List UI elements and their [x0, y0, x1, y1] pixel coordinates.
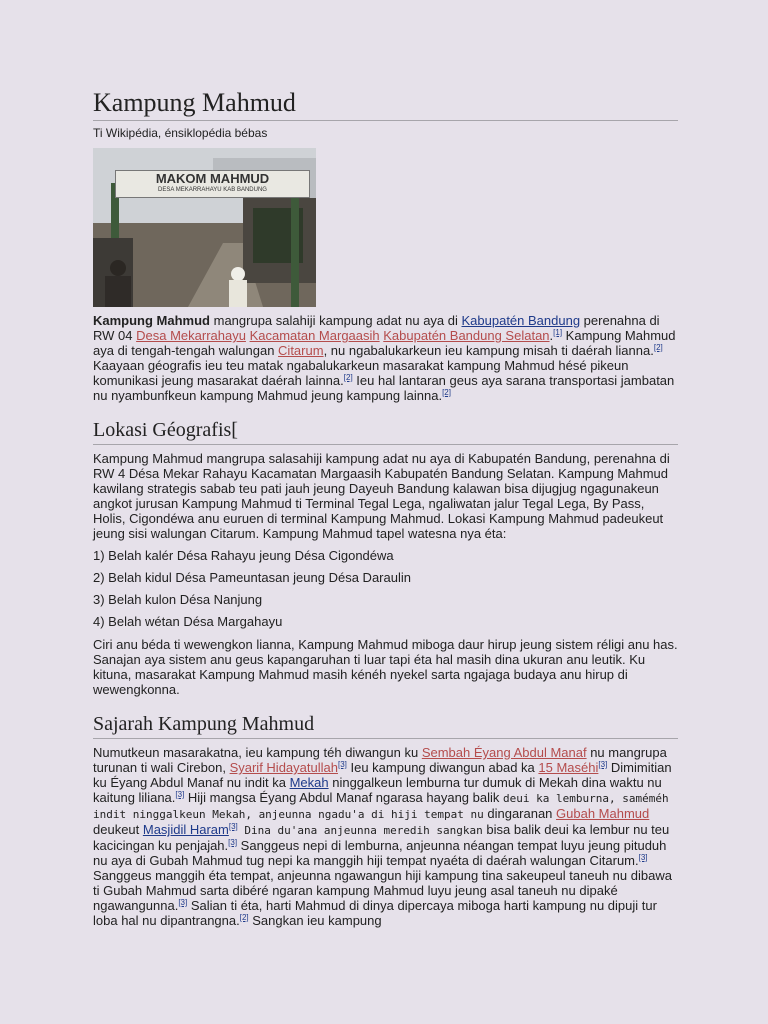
reference-link[interactable]: [3] — [638, 853, 648, 862]
history-text: ninggalkeun lemburna tur dumuk di Mekah dina waktu nu kaitung liliana. — [93, 775, 662, 805]
page-title: Kampung Mahmud — [93, 88, 678, 121]
reference-link[interactable]: [2] — [442, 388, 451, 397]
intro-text: Kaayaan géografis ieu teu matak ngabalukarkeun masarakat kampung Mahmud hésé pikeun komunikasi jeung masarakat daérah lainna. — [93, 358, 629, 388]
link-kacamatan-margaasih[interactable]: Kacamatan Margaasih — [249, 328, 380, 343]
list-item: 4) Belah wétan Désa Margahayu — [93, 614, 283, 629]
link-masjidil-haram[interactable]: Masjidil Haram — [142, 822, 229, 837]
section-lokasi-paragraph-1: Kampung Mahmud mangrupa salasahiji kampung adat nu aya di Kabupatén Bandung, perenahna di RW 4 Désa Mekar Rahayu Kacamatan Margaasih Kabupatén Bandung Selatan. Kampung Mahmud kawilang strategis sabab teu pati jauh jeung Dayeuh Bandung kalawan bisa dijugjug ngagunakeun angkot jurusan Kampung Mahmud ti Terminal Tegal Lega, ngaliwatan jalur Tegal Lega, By Pass, Holis, Cigondéwa anu euruen di terminal Kampung Mahmud. Lokasi Kampung Mahmud padeukeut jeung sisi walungan Citarum. Kampung Mahmud tapel watesna nya éta: — [93, 451, 670, 541]
reference-link[interactable]: [3] — [337, 760, 347, 769]
section-sajarah-paragraph — [93, 745, 678, 928]
intro-text: , nu ngabalukarkeun ieu kampung misah ti daérah lianna. — [323, 343, 654, 358]
history-text-mono: deui ka lemburna, saméméh indit ninggalkeun Mekah, anjeunna ngadu'a di hiji tempat nu — [93, 792, 669, 821]
history-text: Sanggeus manggih éta tempat, anjeunna ngawangun hiji kampung tina sakeupeul taneuh nu dibawa ti Gubah Mahmud sarta dibéré ngaran kampung Mahmud luyu jeung asal taneuh nu dipaké ngawangunna. — [93, 868, 672, 913]
article — [93, 88, 678, 928]
history-text: deukeut — [93, 822, 143, 837]
link-kabupaten-bandung[interactable]: Kabupatén Bandung — [461, 313, 581, 328]
section-heading-lokasi: Lokasi Géografis[ — [93, 419, 678, 445]
link-citarum[interactable]: Citarum — [278, 343, 324, 358]
list-item: 3) Belah kulon Désa Nanjung — [93, 592, 263, 607]
reference-link[interactable]: [2] — [653, 343, 663, 352]
history-text-mono: Dina du'ana anjeunna meredih sangkan — [237, 824, 483, 837]
intro-text: perenahna di RW 04 — [93, 313, 660, 343]
article-photo[interactable] — [93, 148, 316, 307]
link-sembah-eyang-abdul-manaf[interactable]: Sembah Éyang Abdul Manaf — [421, 745, 587, 760]
reference-link[interactable]: [2] — [343, 373, 353, 382]
history-text: Dimimitian ku Éyang Abdul Manaf nu indit ka — [93, 760, 672, 790]
history-text: nu mangrupa turunan ti wali Cirebon, — [93, 745, 667, 775]
reference-link[interactable]: [3] — [178, 898, 188, 907]
link-desa-mekarrahayu[interactable]: Desa Mekarrahayu — [136, 328, 246, 343]
history-text: Hiji mangsa Éyang Abdul Manaf ngarasa hayang balik — [184, 790, 503, 805]
intro-bold-term: Kampung Mahmud — [93, 313, 210, 328]
history-text: Numutkeun masarakatna, ieu kampung téh diwangun ku — [93, 745, 422, 760]
tagline: Ti Wikipédia, énsiklopédia bébas — [93, 126, 268, 140]
history-text: bisa balik deui ka lembur nu teu kacicingan ku penjajah. — [93, 822, 670, 853]
intro-text: mangrupa salahiji kampung adat nu aya di — [210, 313, 462, 328]
link-syarif-hidayatullah[interactable]: Syarif Hidayatullah — [229, 760, 338, 775]
sign-board — [115, 170, 310, 198]
reference-link[interactable]: [3] — [228, 838, 238, 847]
history-text: Sangkan ieu kampung — [248, 913, 382, 928]
reference-link[interactable]: [2] — [239, 913, 249, 922]
sign-line-1: MAKOM MAHMUD — [155, 171, 270, 186]
link-gubah-mahmud[interactable]: Gubah Mahmud — [556, 806, 650, 821]
history-text: Sanggeus nepi di lemburna, anjeunna néangan tempat luyu jeung pituduh nu aya di Gubah Mahmud tug nepi ka manggih hiji tempat nyaéta di daérah walungan Citarum. — [93, 838, 667, 868]
link-mekah[interactable]: Mekah — [289, 775, 329, 790]
reference-link[interactable]: [3] — [228, 822, 238, 831]
reference-link[interactable]: [3] — [598, 760, 608, 769]
intro-text: . — [549, 328, 554, 343]
section-heading-sajarah: Sajarah Kampung Mahmud — [93, 713, 678, 739]
list-item: 1) Belah kalér Désa Rahayu jeung Désa Cigondéwa — [93, 548, 394, 563]
history-text: Salian ti éta, harti Mahmud di dinya dipercaya miboga harti kampung nu dipuji tur loba hal nu dipantrangna. — [93, 898, 657, 928]
link-15-masehi[interactable]: 15 Maséhi — [538, 760, 599, 775]
sign-line-2: DESA MEKARRAHAYU KAB BANDUNG — [158, 187, 267, 193]
history-text: Ieu kampung diwangun abad ka — [346, 760, 539, 775]
intro-text: Kampung Mahmud aya di tengah-tengah walungan — [93, 328, 676, 358]
reference-link[interactable]: [1] — [553, 328, 563, 337]
link-kabupaten-bandung-selatan[interactable]: Kabupatén Bandung Selatan — [383, 328, 550, 343]
section-lokasi-paragraph-2: Ciri anu béda ti wewengkon lianna, Kampung Mahmud miboga daur hirup jeung sistem réligi anu has. Sanajan aya sistem anu geus kapangaruhan ti luar tapi éta hal masih dina ukuran anu leutik. Ku kituna, masarakat Kampung Mahmud masih kénéh nyekel sarta ngajaga budaya anu hirup di wewengkonna. — [93, 637, 678, 697]
intro-text: Ieu hal lantaran geus aya sarana transportasi jambatan nu nyambunfkeun kampung Mahmud jeung kampung lainna. — [93, 373, 675, 403]
history-text: dingaranan — [487, 806, 557, 821]
reference-link[interactable]: [3] — [175, 790, 185, 799]
list-item: 2) Belah kidul Désa Pameuntasan jeung Désa Daraulin — [93, 570, 411, 585]
intro-paragraph — [93, 313, 678, 403]
